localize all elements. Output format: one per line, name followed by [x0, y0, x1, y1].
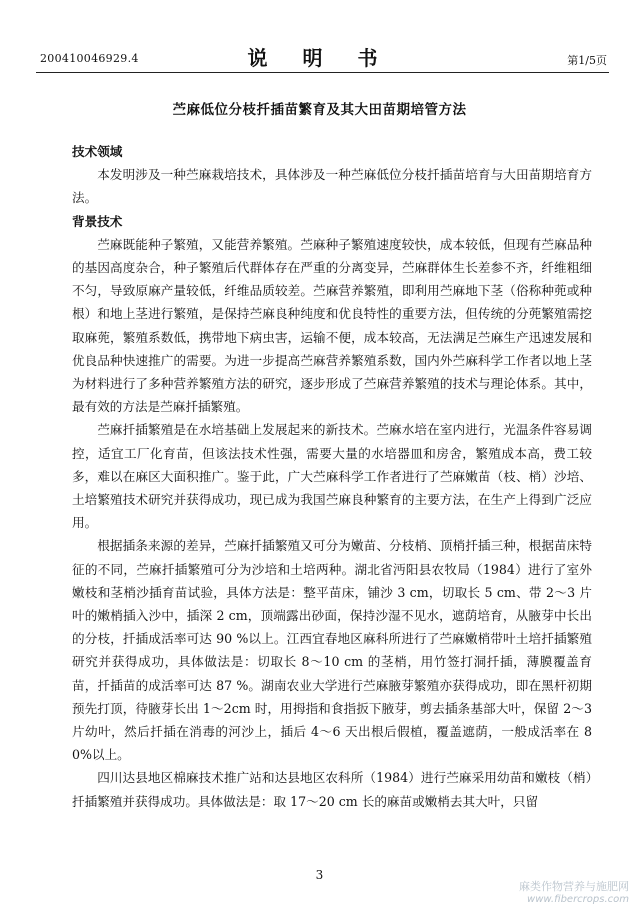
paragraph: 苎麻既能种子繁殖，又能营养繁殖。苎麻种子繁殖速度较快，成本较低，但现有苎麻品种的基因高度杂合，种子繁殖后代群体存在严重的分离变异，苎麻群体生长差参不齐，纤维粗细不匀，导致原麻产量较低，纤维品质较差。苎麻营养繁殖，即利用苎麻地下茎（俗称种蔸或种根）和地上茎进行繁殖，是保持苎麻良种纯度和优良特性的重要方法，但传统的分蔸繁殖需挖取麻蔸，繁殖系数低，携带地下病虫害，运输不便，成本较高，无法满足苎麻生产迅速发展和优良品种快速推广的需要。为进一步提高苎麻营养繁殖系数，国内外苎麻科学工作者以地上茎为材料进行了多种营养繁殖方法的研究，逐步形成了苎麻营养繁殖的技术与理论体系。其中，最有效的方法是苎麻扦插繁殖。 [72, 236, 592, 415]
header-divider [36, 72, 609, 73]
document-body [72, 140, 592, 813]
section-background-art [72, 210, 592, 813]
watermark-url: www.fibercrops.com [527, 894, 629, 905]
paragraph: 苎麻扦插繁殖是在水培基础上发展起来的新技术。苎麻水培在室内进行，光温条件容易调控，适宜工厂化育苗，但该法技术性强，需要大量的水培器皿和房舍，繁殖成本高，费工较多，难以在麻区大面积推广。鉴于此，广大苎麻科学工作者进行了苎麻嫩苗（枝、梢）沙培、土培繁殖技术研究并获得成功，现已成为我国苎麻良种繁育的主要方法，在生产上得到广泛应用。 [72, 422, 592, 531]
site-watermark [519, 880, 629, 906]
section-technical-field [72, 140, 592, 210]
document-title: 苎麻低位分枝扦插苗繁育及其大田苗期培管方法 [172, 102, 467, 118]
watermark-site-name: 麻类作物营养与施肥网 [519, 880, 629, 893]
page-number: 3 [315, 868, 324, 882]
section-heading: 技术领域 [72, 144, 123, 159]
application-number: 200410046929.4 [40, 52, 139, 65]
paragraph: 本发明涉及一种苎麻栽培技术，具体涉及一种苎麻低位分枝扦插苗培育与大田苗期培育方法。 [72, 167, 592, 206]
paragraph: 根据插条来源的差异，苎麻扦插繁殖又可分为嫩苗、分枝梢、顶梢扦插三种，根据苗床特征的不同，苎麻扦插繁殖可分为沙培和土培两种。湖北省沔阳县农牧局（1984）进行了室外嫩枝和茎梢沙插育苗试验，具体方法是：整平苗床，铺沙 3 cm，切取长 5 cm、带 2～3 片叶的嫩梢插入沙中，插深 2 cm，顶端露出砂面，保持沙湿不见水，遮荫培育，从腋芽中长出的分枝，扦插成活率可达 90 %以上。江西宜春地区麻科所进行了苎麻嫩梢带叶土培扦插繁殖研究并获得成功，具体做法是：切取长 8～10 cm 的茎梢，用竹签打洞扦插，薄膜覆盖育苗，扦插苗的成活率可达 87 %。湖南农业大学进行苎麻腋芽繁殖亦获得成功，即在黑杆初期预先打顶，待腋芽长出 1～2cm 时，用拇指和食指扳下腋芽，剪去插条基部大叶，保留 2～3 片幼叶，然后扦插在消毒的河沙上，插后 4～6 天出根后假植，覆盖遮荫，一般成活率在 80%以上。 [72, 538, 592, 763]
page-indicator: 第1/5页 [567, 54, 607, 67]
section-heading: 背景技术 [72, 213, 123, 229]
document-type-heading: 说 明 书 [247, 46, 392, 70]
paragraph: 四川达县地区棉麻技术推广站和达县地区农科所（1984）进行苎麻采用幼苗和嫩枝（梢）扦插繁殖并获得成功。具体做法是：取 17～20 cm 长的麻苗或嫩梢去其大叶，只留 [72, 770, 592, 809]
